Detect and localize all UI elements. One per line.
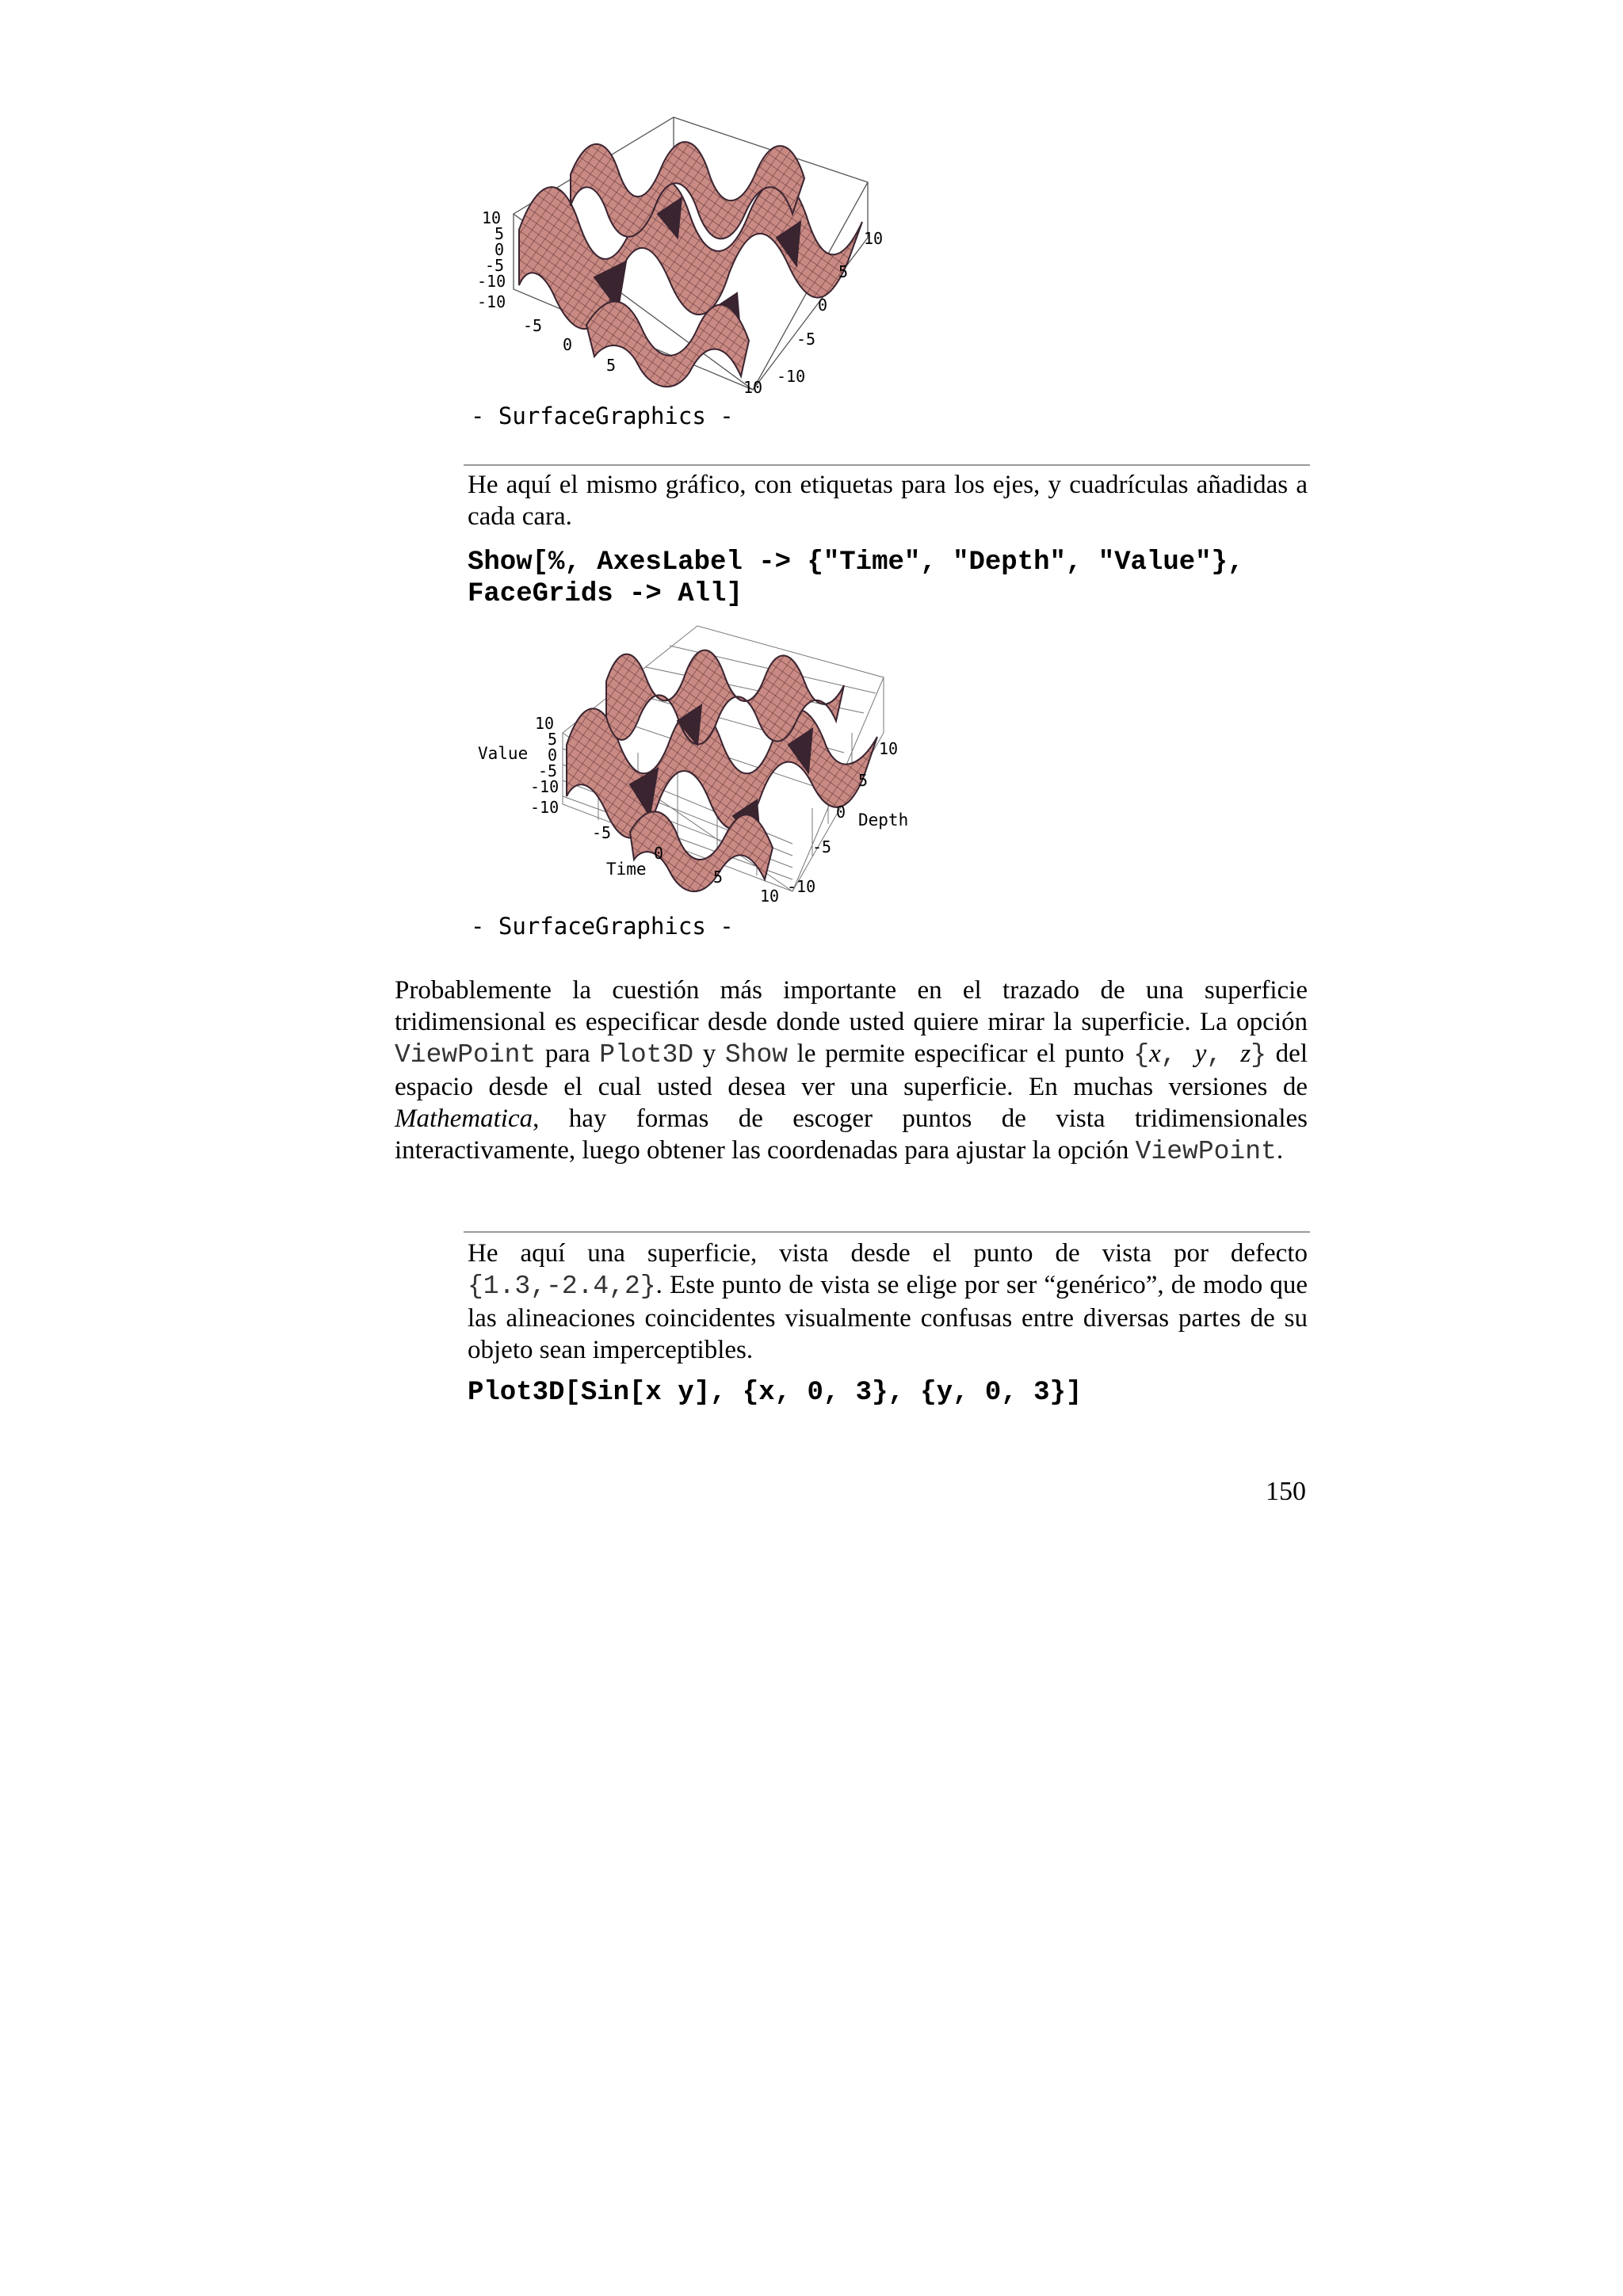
- code-line: Plot3D[Sin[x y], {x, 0, 3}, {y, 0, 3}]: [468, 1378, 1083, 1408]
- figure-caption-1: - SurfaceGraphics -: [471, 402, 734, 429]
- code-inline: }: [1251, 1040, 1267, 1070]
- text: y: [693, 1039, 725, 1068]
- fig2-tick-v: -5: [538, 761, 558, 780]
- text: del espacio desde el cual usted desea ver una superficie. En muchas versiones de: [395, 1039, 1308, 1101]
- fig2-tick-r: 10: [879, 739, 899, 758]
- var-italic: y: [1194, 1039, 1207, 1068]
- code-inline: ,: [1206, 1040, 1241, 1070]
- code-inline: Plot3D: [599, 1040, 694, 1070]
- surface-plot-2: [472, 618, 939, 911]
- code-inline: {1.3,-2.4,2}: [468, 1272, 656, 1301]
- fig1-tick-r: 0: [818, 296, 828, 315]
- code-inline: ,: [1160, 1040, 1195, 1070]
- block1-text: He aquí el mismo gráfico, con etiquetas para los ejes, y cuadrículas añadidas a cada cara.: [468, 471, 1308, 531]
- fig2-tick-v: 0: [548, 746, 558, 765]
- axis-label-depth: Depth: [858, 810, 909, 830]
- fig1-tick-v: 5: [495, 224, 505, 243]
- fig2-tick-l: -10: [530, 798, 559, 817]
- fig2-tick-r: 0: [836, 803, 846, 822]
- figure-caption-2: - SurfaceGraphics -: [471, 913, 734, 940]
- section-divider: [464, 1231, 1310, 1233]
- code-inline: {: [1133, 1040, 1150, 1070]
- text: He aquí una superficie, vista desde el punto de vista por defecto: [468, 1239, 1308, 1268]
- fig2-tick-r: 5: [858, 771, 869, 790]
- fig2-tick-l: 0: [654, 844, 664, 863]
- fig1-tick-v: 10: [482, 208, 502, 227]
- fig1-tick-l: -10: [477, 292, 506, 311]
- code-inline: ViewPoint: [1135, 1137, 1277, 1166]
- axis-label-value: Value: [478, 744, 529, 763]
- fig1-tick-l: 10: [743, 378, 763, 397]
- fig1-tick-r: -5: [796, 330, 816, 349]
- body-paragraph: [395, 974, 1308, 1168]
- fig1-tick-r: 5: [838, 262, 849, 281]
- var-italic: x: [1149, 1039, 1161, 1068]
- text: . Este punto de vista se elige por ser “genérico”, de modo que las alineaciones coincidentes visualmente confusas entre diversas partes de su objeto sean imperceptibles.: [468, 1271, 1308, 1364]
- fig2-tick-v: -10: [530, 777, 559, 796]
- text: , hay formas de escoger puntos de vista tridimensionales interactivamente, luego obtener las coordenadas para ajustar la opción: [395, 1104, 1308, 1165]
- code-line: FaceGrids -> All]: [468, 579, 743, 609]
- fig1-tick-l: 5: [606, 356, 617, 375]
- emphasis: Mathematica: [395, 1104, 533, 1133]
- fig1-tick-v: -10: [477, 272, 506, 291]
- fig1-tick-v: 0: [495, 240, 505, 259]
- fig2-tick-r: -10: [787, 877, 816, 896]
- fig1-tick-l: -5: [523, 316, 543, 335]
- axis-label-time: Time: [606, 860, 647, 879]
- text: para: [536, 1039, 600, 1068]
- fig1-tick-r: -10: [777, 367, 806, 386]
- var-italic: z: [1240, 1039, 1251, 1068]
- page-number: 150: [1266, 1477, 1306, 1506]
- block2-text: [468, 1238, 1308, 1366]
- fig2-tick-v: 5: [548, 730, 558, 749]
- code-inline: ViewPoint: [395, 1040, 537, 1070]
- text: Probablemente la cuestión más importante en el trazado de una superficie tridimensional es especificar desde donde usted quiere mirar la superficie. La opción: [395, 976, 1308, 1036]
- fig1-tick-v: -5: [485, 256, 505, 275]
- code-inline: Show: [724, 1040, 789, 1070]
- text: .: [1276, 1136, 1284, 1165]
- fig2-tick-l: 5: [713, 868, 724, 887]
- section-divider: [464, 464, 1310, 466]
- fig2-tick-r: -5: [812, 837, 832, 856]
- fig2-tick-l: 10: [760, 887, 780, 906]
- text: le permite especificar el punto: [788, 1039, 1134, 1068]
- fig2-tick-v: 10: [535, 714, 555, 733]
- code-line: Show[%, AxesLabel -> {"Time", "Depth", "Value"},: [468, 547, 1244, 578]
- fig1-tick-r: 10: [864, 229, 884, 248]
- fig2-tick-l: -5: [592, 823, 612, 842]
- surface-plot-1: [475, 103, 903, 412]
- fig1-tick-l: 0: [563, 335, 573, 354]
